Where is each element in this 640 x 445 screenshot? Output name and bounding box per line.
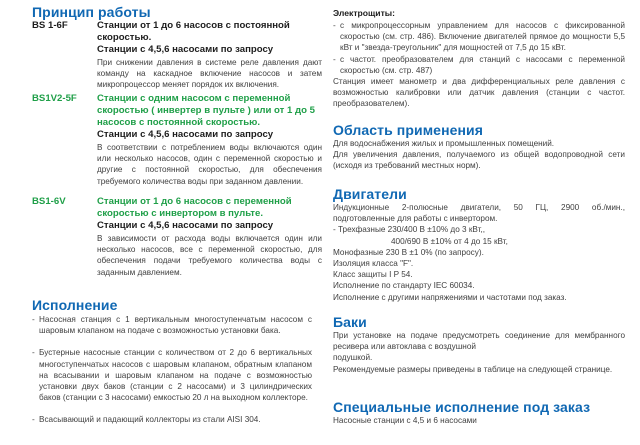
motors-text <box>333 202 625 303</box>
control-panel-item: - с микропроцессорным управлением для насосов с фиксированной скоростью (см. стр. 486). Включение двигателей прямое до мощности 5,5 кВт и "звезда-треугольник" для мощностей от 7,5 до 15 кВт. <box>333 21 625 53</box>
execution-list <box>32 314 312 426</box>
application-line: Для водоснабжения жилых и промышленных помещений. <box>333 139 555 148</box>
bullet-dash: - <box>333 21 336 30</box>
special-heading: Специальные исполнение под заказ <box>333 399 591 415</box>
execution-item: - Всасывающий и падающий коллекторы из стали AISI 304. <box>32 415 261 425</box>
application-text <box>333 138 625 172</box>
motors-standard: Исполнение по стандарту IEC 60034. <box>333 281 475 291</box>
tanks-heading: Баки <box>333 314 367 330</box>
variant-description: В соответствии с потреблением воды включаются один или несколько насосов, один с переменной скоростью и другие с постоянной скоростью, для обеспечения требуемого количества воды при заданном давлении. <box>97 143 322 186</box>
application-line: Для увеличения давления, получаемого из общей водопроводной сети (исходя из требований местных норм). <box>333 150 625 171</box>
execution-item: - Насосная станция с 1 вертикальным многоступенчатым насосом с шаровым клапаном на подаче с возможностью установки бака. <box>32 315 312 336</box>
bullet-dash: - <box>32 415 35 425</box>
motors-single-phase: Монофазные 230 В ±1 0% (по запросу). <box>333 247 484 257</box>
tanks-line: подушкой. <box>333 353 373 363</box>
variant-bs-1-6f <box>32 20 322 91</box>
variant-subtitle: Станции с 4,5,6 насосами по запросу <box>97 129 274 140</box>
variant-title: Станции с одним насосом с переменной скоростью ( инвертер в пульте ) или от 1 до 5 насосов с постоянной скоростью. <box>97 93 315 128</box>
bullet-dash: - <box>32 348 35 358</box>
variant-subtitle: Станции с 4,5,6 насосами по запросу <box>97 44 274 55</box>
bullet-dash: - <box>32 315 35 324</box>
tanks-line: При установке на подаче предусмотреть соединение для мембранного ресивера или автоклава с воздушной <box>333 331 625 352</box>
variant-description: При снижении давления в системе реле давления дают команду на каскадное включение насосов и затем микропроцессор меняет порядок их включения. <box>97 58 322 90</box>
control-panels-list <box>333 20 625 110</box>
application-heading: Область применения <box>333 122 484 138</box>
tanks-text <box>333 330 625 375</box>
execution-item: - Бустерные насосные станции с количеством от 2 до 6 вертикальных многоступенчатых насосов с шаровым клапаном, обратным клапаном на всасывании и шаровым клапаном на подаче с возможностью установки двух баков (станции с 2 насосами) и 3 цилиндрических баков (станции с 3 насосами) емкостью 20 л на выходном коллекторе. <box>32 348 312 403</box>
variant-title: Станции от 1 до 6 насосов с переменной скоростью с инвертором в пульте. <box>97 196 292 219</box>
variant-title: Станции от 1 до 6 насосов с постоянной скоростью. <box>97 20 290 43</box>
motors-protection: Класс защиты I P 54. <box>333 270 413 280</box>
motors-custom: Исполнение с другими напряжениями и частотами под заказ. <box>333 292 567 302</box>
variant-description: В зависимости от расхода воды включается один или несколько насосов, все с переменной скоростью, для обеспечения подачи требуемого количества воды с заданным давлением. <box>97 234 322 277</box>
control-panel-item: - с частот. преобразователем для станций с насосами с переменной скоростью (см. стр. 487) <box>333 54 625 75</box>
special-text: Насосные станции с 4,5 и 6 насосами <box>333 416 477 425</box>
variant-code: BS1-6V <box>32 196 66 207</box>
variant-code: BS1V2-5F <box>32 93 77 104</box>
motors-three-phase-1: - Трехфазные 230/400 В ±10% до 3 кВт,, <box>333 225 486 235</box>
motors-heading: Двигатели <box>333 186 407 202</box>
control-panels-note: Станция имеет манометр и два дифференциальных реле давления с возможностью калибровки или датчик давления (станции с частот. преобразователем). <box>333 77 625 109</box>
motors-insulation: Изоляция класса "F". <box>333 259 414 269</box>
motors-three-phase-2: 400/690 В ±10% от 4 до 15 кВт, <box>391 236 508 246</box>
principle-heading: Принцип работы <box>32 4 151 20</box>
variant-bs1-6v <box>32 196 322 278</box>
tanks-line: Рекомендуемые размеры приведены в таблице на следующей странице. <box>333 364 613 374</box>
bullet-dash: - <box>333 54 336 64</box>
variant-code: BS 1-6F <box>32 20 68 31</box>
control-panels-heading: Электрощиты: <box>333 8 395 18</box>
execution-heading: Исполнение <box>32 297 118 313</box>
variant-bs1v2-5f <box>32 93 322 187</box>
motors-intro: Индукционные 2-полюсные двигатели, 50 ГЦ, 2900 об./мин., подготовленные для работы с инвертором. <box>333 203 625 224</box>
variant-subtitle: Станции с 4,5,6 насосами по запросу <box>97 220 274 231</box>
